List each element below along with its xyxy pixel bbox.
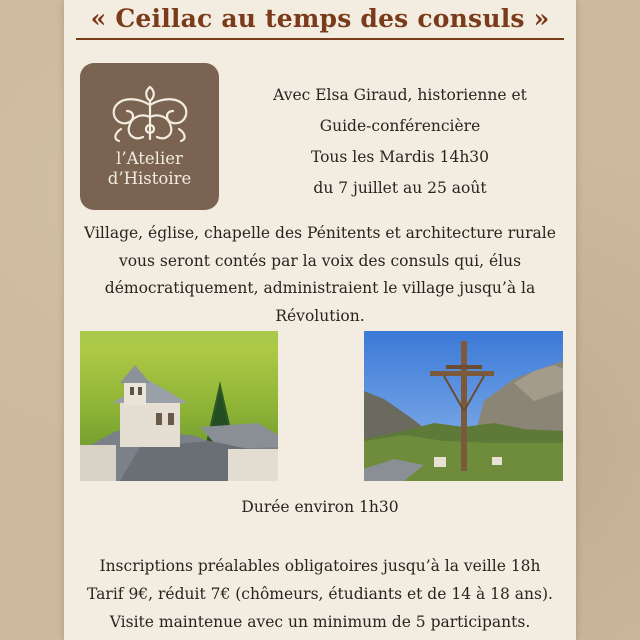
atelier-histoire-logo bbox=[80, 63, 219, 210]
chapel-photo bbox=[80, 331, 278, 481]
title-underline bbox=[76, 38, 564, 40]
description-line-1: Village, église, chapelle des Pénitents et architecture rurale bbox=[84, 224, 556, 242]
logo-text bbox=[80, 149, 219, 189]
cross-mountain-photo bbox=[364, 331, 563, 481]
footer-line-2: Tarif 9€, réduit 7€ (chômeurs, étudiants et de 14 à 18 ans). bbox=[87, 585, 553, 603]
footer-line-3: Visite maintenue avec un minimum de 5 participants. bbox=[109, 613, 531, 631]
description-line-2: vous seront contés par la voix des consuls qui, élus bbox=[118, 251, 522, 270]
info-line-1: Avec Elsa Giraud, historienne et bbox=[273, 86, 527, 104]
description-line-3: démocratiquement, administraient le village jusqu’à la bbox=[104, 279, 536, 297]
info-line-2: Guide-conférencière bbox=[319, 117, 481, 135]
duration-text: Durée environ 1h30 bbox=[241, 498, 399, 516]
footer-info bbox=[64, 552, 576, 636]
event-info bbox=[240, 80, 560, 204]
info-line-4: du 7 juillet au 25 août bbox=[313, 179, 487, 197]
page-title: « Ceillac au temps des consuls » bbox=[90, 4, 550, 33]
footer-line-1: Inscriptions préalables obligatoires jusqu’à la veille 18h bbox=[99, 557, 541, 575]
info-line-3: Tous les Mardis 14h30 bbox=[310, 148, 490, 166]
description-line-4: Révolution. bbox=[275, 306, 365, 325]
description bbox=[80, 220, 560, 330]
logo-line-2: d’Histoire bbox=[107, 169, 192, 188]
ornamental-scrollwork-icon bbox=[107, 83, 193, 145]
logo-line-1: l’Atelier bbox=[116, 149, 183, 168]
